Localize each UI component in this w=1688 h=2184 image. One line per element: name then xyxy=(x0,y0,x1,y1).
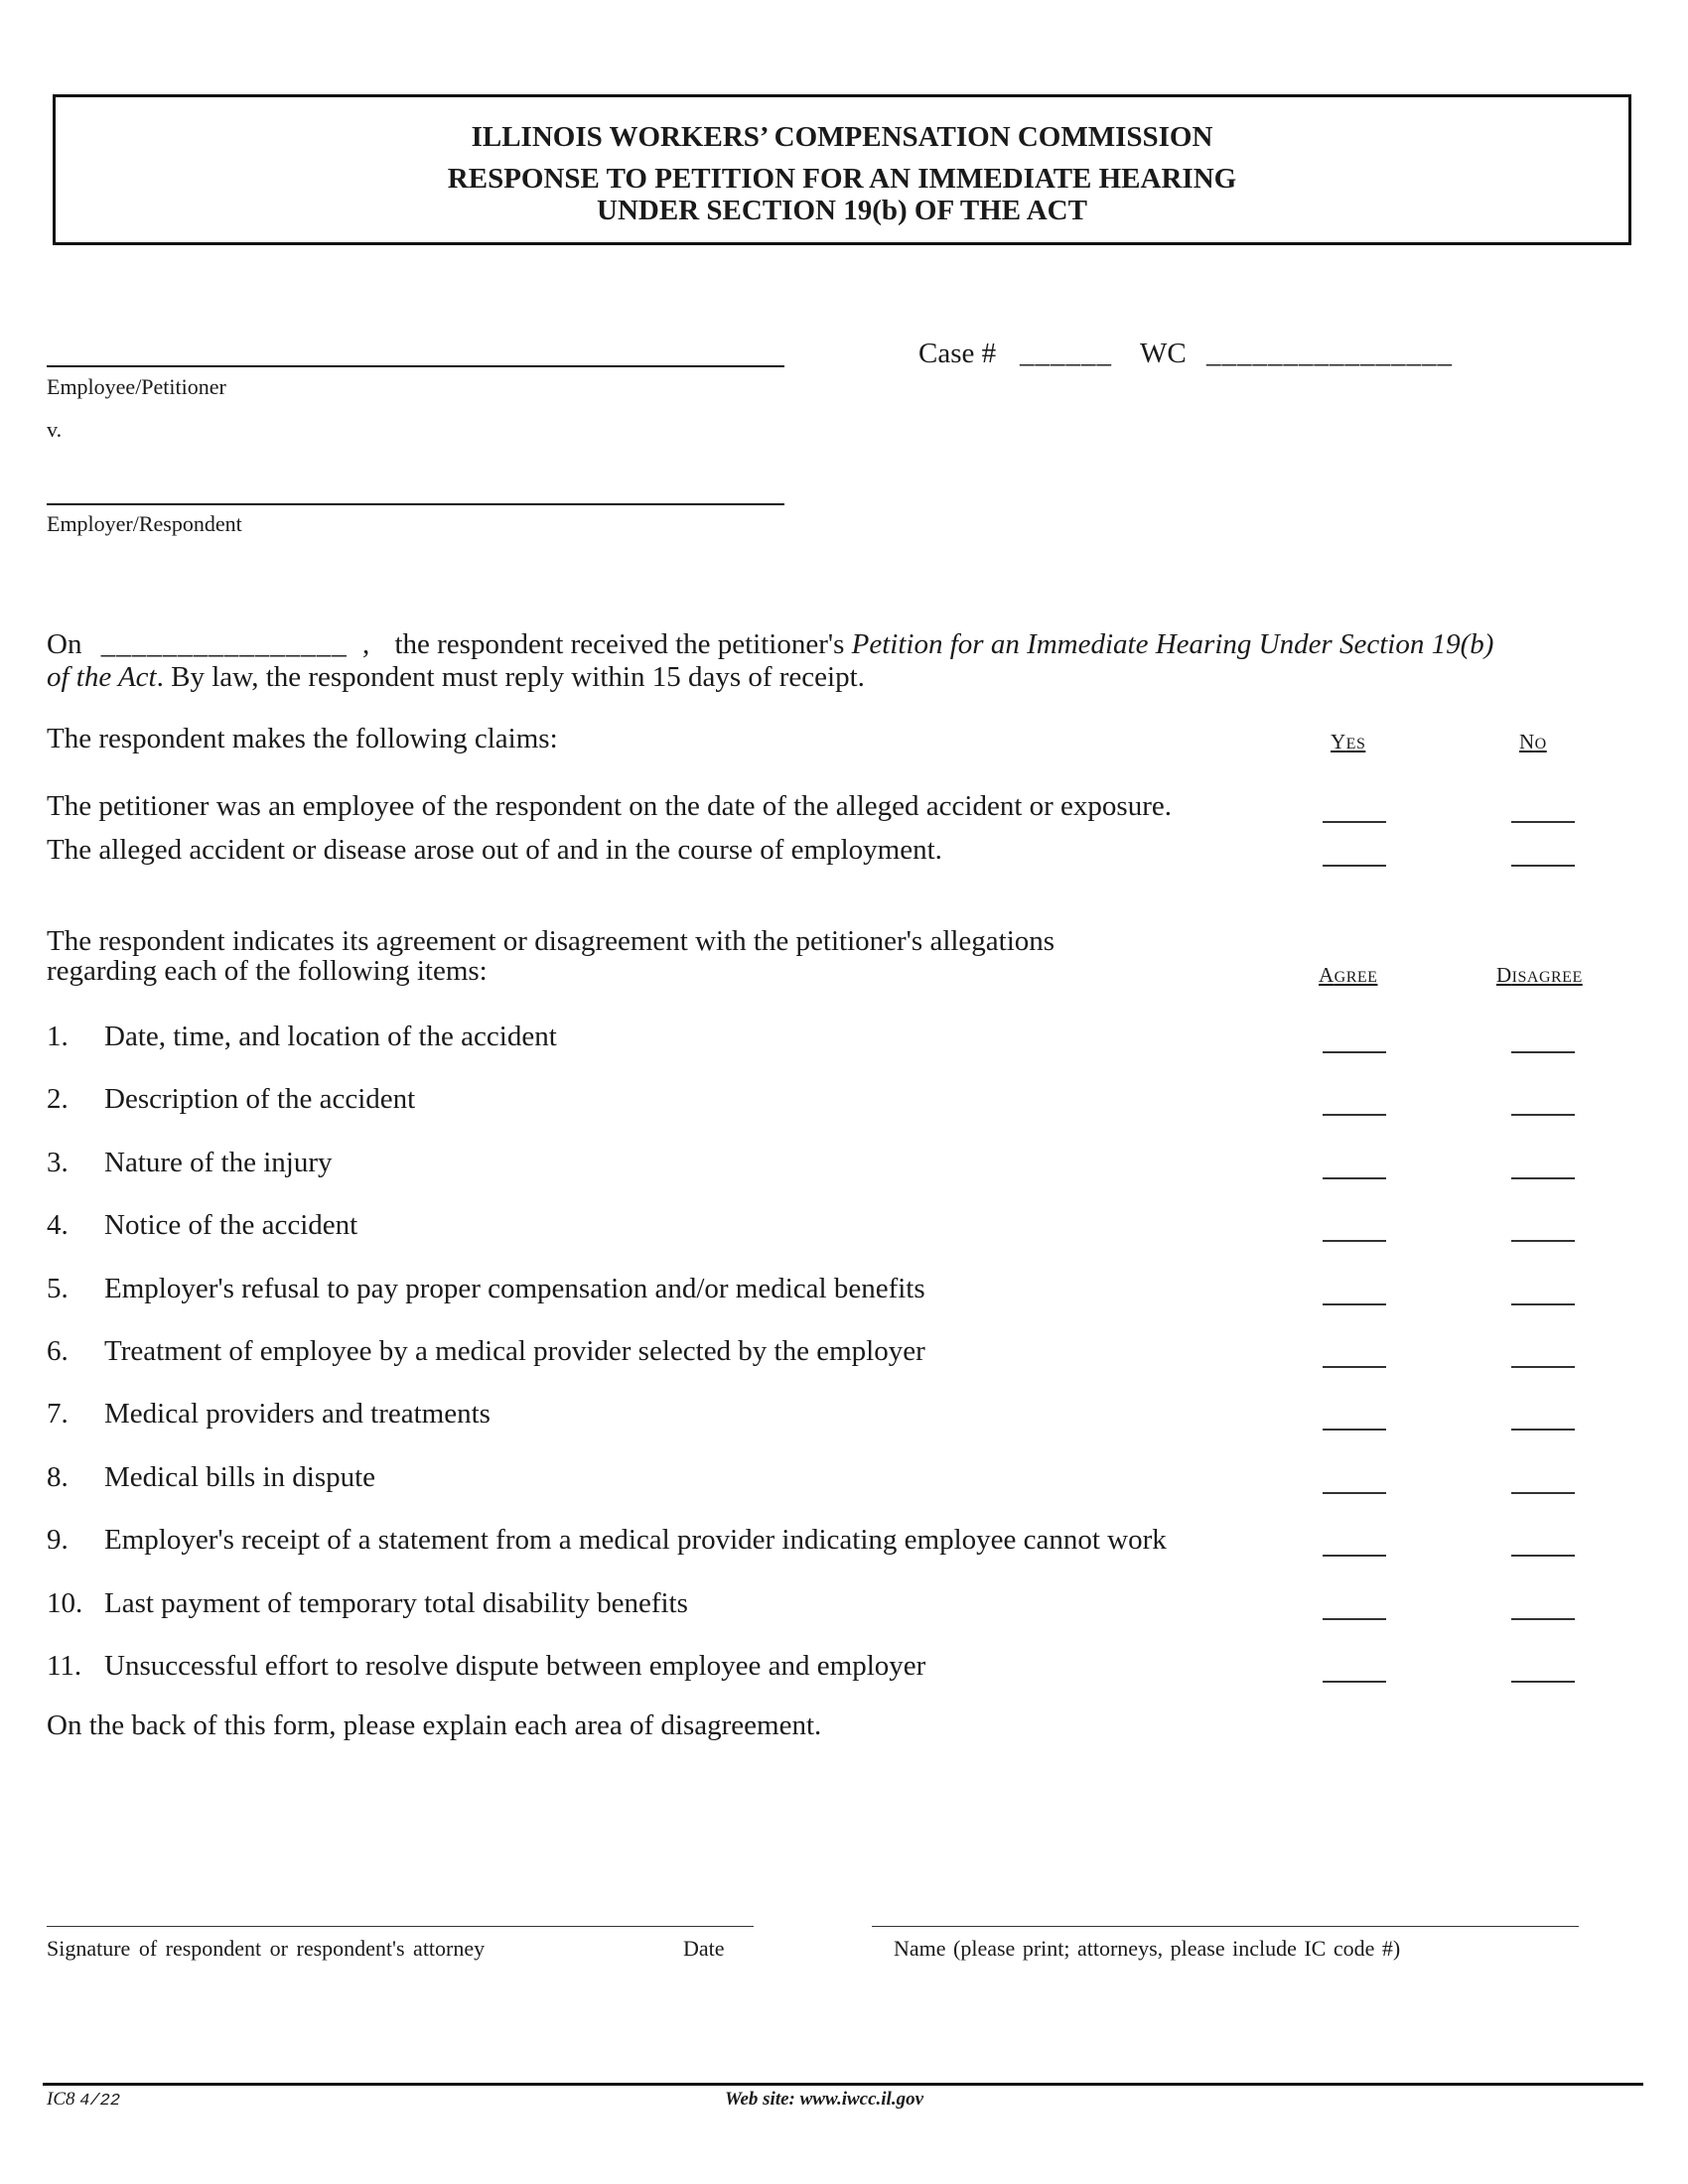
agree-blank[interactable] xyxy=(1323,1366,1386,1368)
item-number: 5. xyxy=(47,1273,69,1304)
disagree-blank[interactable] xyxy=(1511,1492,1575,1494)
item-number: 8. xyxy=(47,1461,69,1493)
receipt-line-2 xyxy=(47,661,865,694)
agreement-intro-line-2: regarding each of the following items: xyxy=(47,955,488,987)
receipt-line-1 xyxy=(47,628,1493,661)
agree-blank[interactable] xyxy=(1323,1051,1386,1053)
receipt-comma: , xyxy=(361,628,370,660)
header-title: RESPONSE TO PETITION FOR AN IMMEDIATE HEARING xyxy=(447,163,1237,195)
claim-text: The petitioner was an employee of the respondent on the date of the alleged accident or exposure. xyxy=(47,790,1172,822)
petition-title-end: of the Act xyxy=(47,661,157,693)
item-number: 10. xyxy=(47,1587,83,1619)
disagree-blank[interactable] xyxy=(1511,1303,1575,1305)
item-label: Unsuccessful effort to resolve dispute between employee and employer xyxy=(104,1650,926,1682)
footer-rule xyxy=(43,2083,1643,2086)
item-number: 4. xyxy=(47,1209,69,1241)
agreement-intro-line-1: The respondent indicates its agreement or disagreement with the petitioner's allegations xyxy=(47,925,1055,957)
case-number-label: Case # xyxy=(918,338,997,369)
signature-label: Signature of respondent or respondent's attorney xyxy=(47,1936,486,1961)
agree-blank[interactable] xyxy=(1323,1114,1386,1116)
agree-blank[interactable] xyxy=(1323,1303,1386,1305)
item-number: 9. xyxy=(47,1524,69,1556)
item-label: Employer's receipt of a statement from a medical provider indicating employee cannot work xyxy=(104,1524,1167,1556)
agree-blank[interactable] xyxy=(1323,1618,1386,1620)
agree-blank[interactable] xyxy=(1323,1681,1386,1683)
agree-blank[interactable] xyxy=(1323,1240,1386,1242)
claim-no-blank[interactable] xyxy=(1511,865,1575,867)
employee-label: Employee/Petitioner xyxy=(47,374,226,399)
item-label: Last payment of temporary total disability benefits xyxy=(104,1587,688,1619)
case-number-field[interactable]: ______ xyxy=(1020,338,1112,369)
item-number: 11. xyxy=(47,1650,82,1682)
item-label: Treatment of employee by a medical provider selected by the employer xyxy=(104,1335,925,1367)
header-agency: ILLINOIS WORKERS’ COMPENSATION COMMISSION xyxy=(471,121,1213,153)
item-label: Date, time, and location of the accident xyxy=(104,1021,557,1052)
disagree-blank[interactable] xyxy=(1511,1240,1575,1242)
item-number: 2. xyxy=(47,1083,69,1115)
claim-no-blank[interactable] xyxy=(1511,821,1575,823)
signature-date-label: Date xyxy=(683,1936,725,1961)
disagree-blank[interactable] xyxy=(1511,1681,1575,1683)
employer-label: Employer/Respondent xyxy=(47,511,242,536)
item-number: 6. xyxy=(47,1335,69,1367)
signature-line[interactable] xyxy=(47,1926,754,1927)
wc-label: WC xyxy=(1140,338,1187,369)
receipt-deadline: . By law, the respondent must reply within 15 days of receipt. xyxy=(156,661,865,693)
disagree-blank[interactable] xyxy=(1511,1429,1575,1431)
disagree-blank[interactable] xyxy=(1511,1114,1575,1116)
agree-blank[interactable] xyxy=(1323,1555,1386,1557)
receipt-text: the respondent received the petitioner's xyxy=(394,628,845,660)
employer-name-line[interactable] xyxy=(47,503,784,505)
item-number: 7. xyxy=(47,1398,69,1430)
website-text: Web site: www.iwcc.il.gov xyxy=(725,2089,924,2110)
disagree-blank[interactable] xyxy=(1511,1366,1575,1368)
form-header xyxy=(53,94,1631,245)
disagree-blank[interactable] xyxy=(1511,1555,1575,1557)
claim-text: The alleged accident or disease arose out of and in the course of employment. xyxy=(47,834,942,866)
item-number: 3. xyxy=(47,1147,69,1178)
item-number: 1. xyxy=(47,1021,69,1052)
versus-label: v. xyxy=(47,417,63,442)
petition-title: Petition for an Immediate Hearing Under Section 19(b) xyxy=(851,628,1494,660)
on-label: On xyxy=(47,628,82,660)
item-label: Nature of the injury xyxy=(104,1147,333,1178)
form-code: IC8 4/22 xyxy=(47,2089,121,2111)
agree-blank[interactable] xyxy=(1323,1492,1386,1494)
claim-yes-blank[interactable] xyxy=(1323,821,1386,823)
printed-name-line[interactable] xyxy=(872,1926,1579,1927)
item-label: Medical providers and treatments xyxy=(104,1398,491,1430)
wc-number-field[interactable]: ________________ xyxy=(1206,338,1453,369)
disagree-column-header: DISAGREE xyxy=(1496,963,1583,987)
claims-intro: The respondent makes the following claims: xyxy=(47,723,558,754)
claim-yes-blank[interactable] xyxy=(1323,865,1386,867)
item-label: Notice of the accident xyxy=(104,1209,358,1241)
disagree-blank[interactable] xyxy=(1511,1618,1575,1620)
item-label: Medical bills in dispute xyxy=(104,1461,376,1493)
printed-name-label: Name (please print; attorneys, please include IC code #) xyxy=(894,1936,1401,1961)
receipt-date-field[interactable]: ________________ xyxy=(100,628,348,660)
disagree-blank[interactable] xyxy=(1511,1177,1575,1179)
disagree-blank[interactable] xyxy=(1511,1051,1575,1053)
item-label: Description of the accident xyxy=(104,1083,416,1115)
item-label: Employer's refusal to pay proper compensation and/or medical benefits xyxy=(104,1273,925,1304)
employee-name-line[interactable] xyxy=(47,365,784,367)
yes-column-header: YES xyxy=(1331,730,1366,753)
agree-column-header: AGREE xyxy=(1319,963,1378,987)
disagreement-instruction: On the back of this form, please explain each area of disagreement. xyxy=(47,1709,822,1741)
agree-blank[interactable] xyxy=(1323,1429,1386,1431)
no-column-header: NO xyxy=(1519,730,1547,753)
agree-blank[interactable] xyxy=(1323,1177,1386,1179)
header-subtitle: UNDER SECTION 19(b) OF THE ACT xyxy=(597,195,1087,226)
